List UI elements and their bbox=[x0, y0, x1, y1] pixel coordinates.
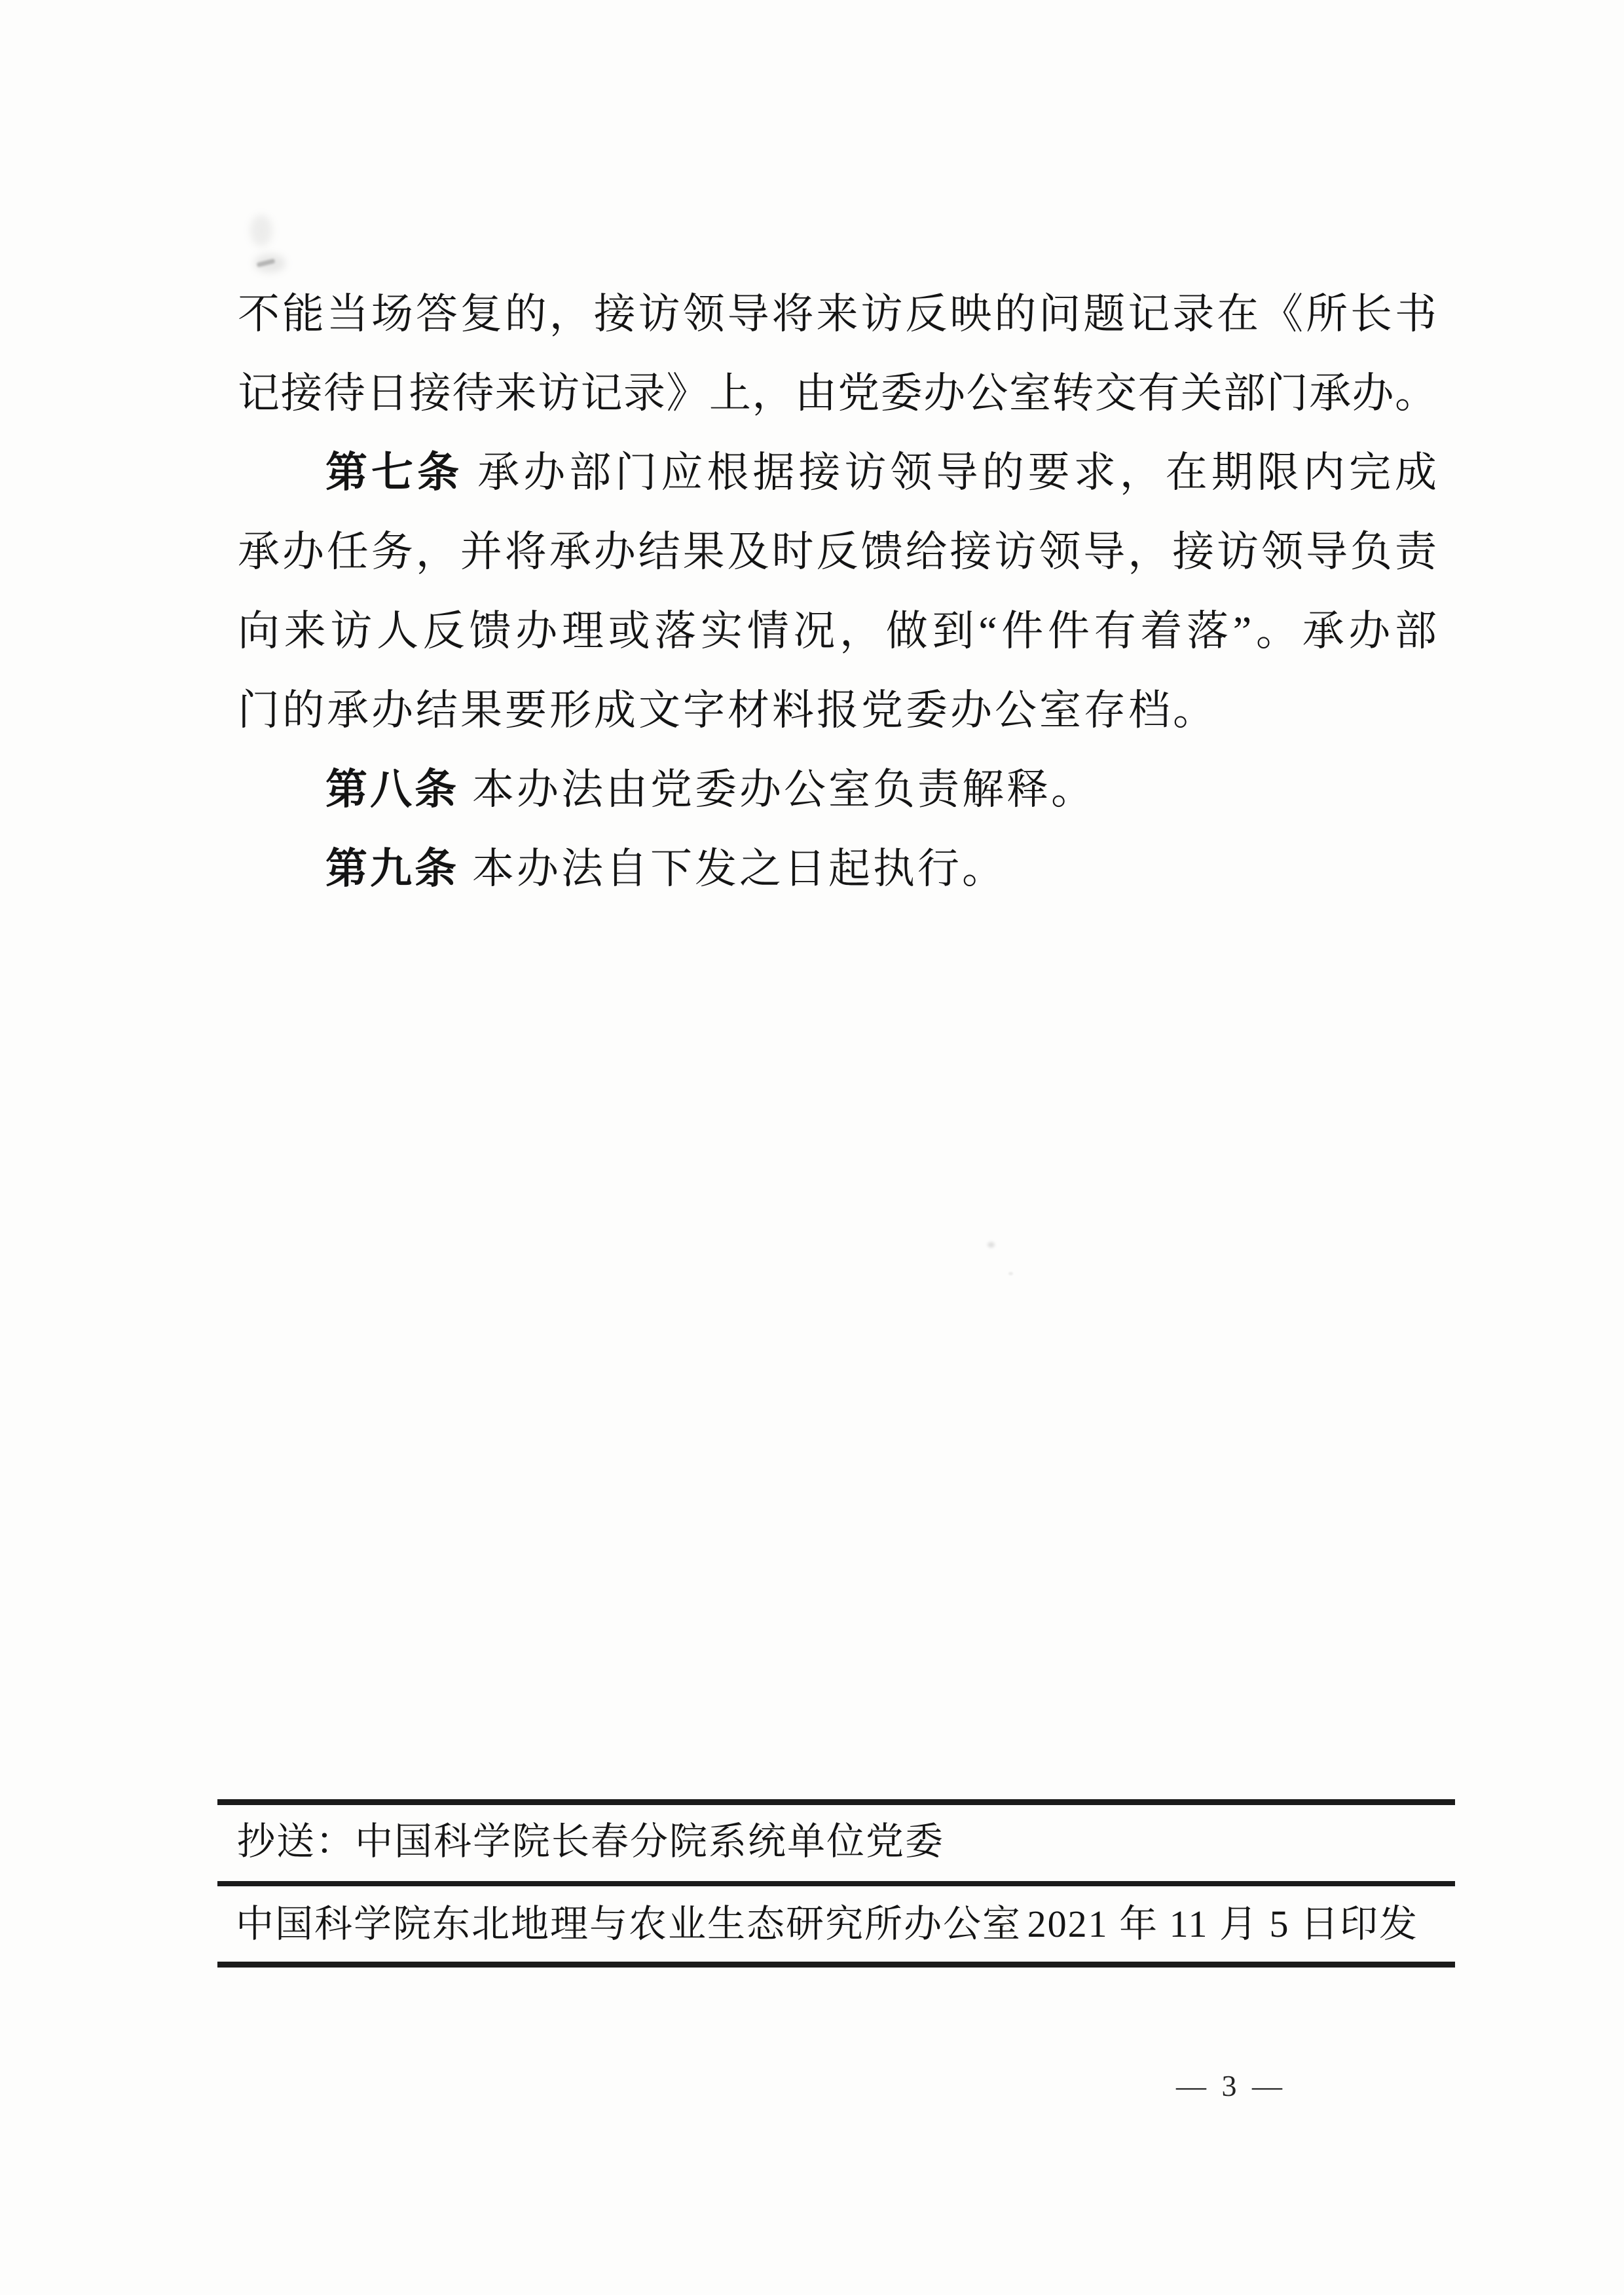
body-line bbox=[238, 274, 1437, 354]
body-line-text: 本办法自下发之日起执行。 bbox=[459, 846, 1006, 892]
scan-smudge bbox=[250, 215, 272, 246]
body-line-article-9 bbox=[238, 829, 1437, 908]
body-line-article-7 bbox=[238, 433, 1437, 512]
body-line-text: 不能当场答复的，接访领导将来访反映的问题记录在《所长书 bbox=[238, 291, 1437, 337]
body-line bbox=[238, 512, 1437, 591]
body-line bbox=[238, 671, 1437, 750]
body-line-text: 本办法由党委办公室负责解释。 bbox=[459, 766, 1096, 813]
article-number: 第七条 bbox=[325, 449, 464, 496]
issuer-office: 中国科学院东北地理与农业生态研究所办公室 bbox=[236, 1903, 1022, 1945]
scan-speck bbox=[987, 1242, 995, 1248]
body-line-text: 向来访人反馈办理或落实情况，做到“件件有着落”。承办部 bbox=[238, 608, 1437, 654]
page-number: — 3 — bbox=[1176, 2069, 1286, 2102]
body-line-text: 承办部门应根据接访领导的要求，在期限内完成 bbox=[463, 449, 1437, 496]
body-line-text: 承办任务，并将承办结果及时反馈给接访领导，接访领导负责 bbox=[238, 529, 1437, 575]
body-line bbox=[238, 591, 1437, 671]
body-line bbox=[238, 354, 1437, 433]
footer-rule-middle bbox=[217, 1881, 1455, 1886]
body-line-text: 门的承办结果要形成文字材料报党委办公室存档。 bbox=[238, 687, 1217, 734]
body-line-text: 记接待日接待来访记录》上，由党委办公室转交有关部门承办。 bbox=[238, 370, 1437, 417]
cc-text: 抄送：中国科学院长春分院系统单位党委 bbox=[237, 1820, 945, 1863]
footer-rule-bottom bbox=[217, 1962, 1455, 1968]
article-number: 第八条 bbox=[325, 766, 459, 813]
body-line-article-8 bbox=[238, 750, 1437, 829]
body-text bbox=[238, 274, 1437, 908]
issuer-row bbox=[236, 1903, 1418, 1946]
scan-speck bbox=[1008, 1272, 1013, 1275]
cc-line bbox=[237, 1820, 944, 1863]
footer-rule-top bbox=[217, 1799, 1455, 1805]
issue-date: 2021 年 11 月 5 日印发 bbox=[1027, 1903, 1418, 1945]
article-number: 第九条 bbox=[325, 845, 459, 892]
